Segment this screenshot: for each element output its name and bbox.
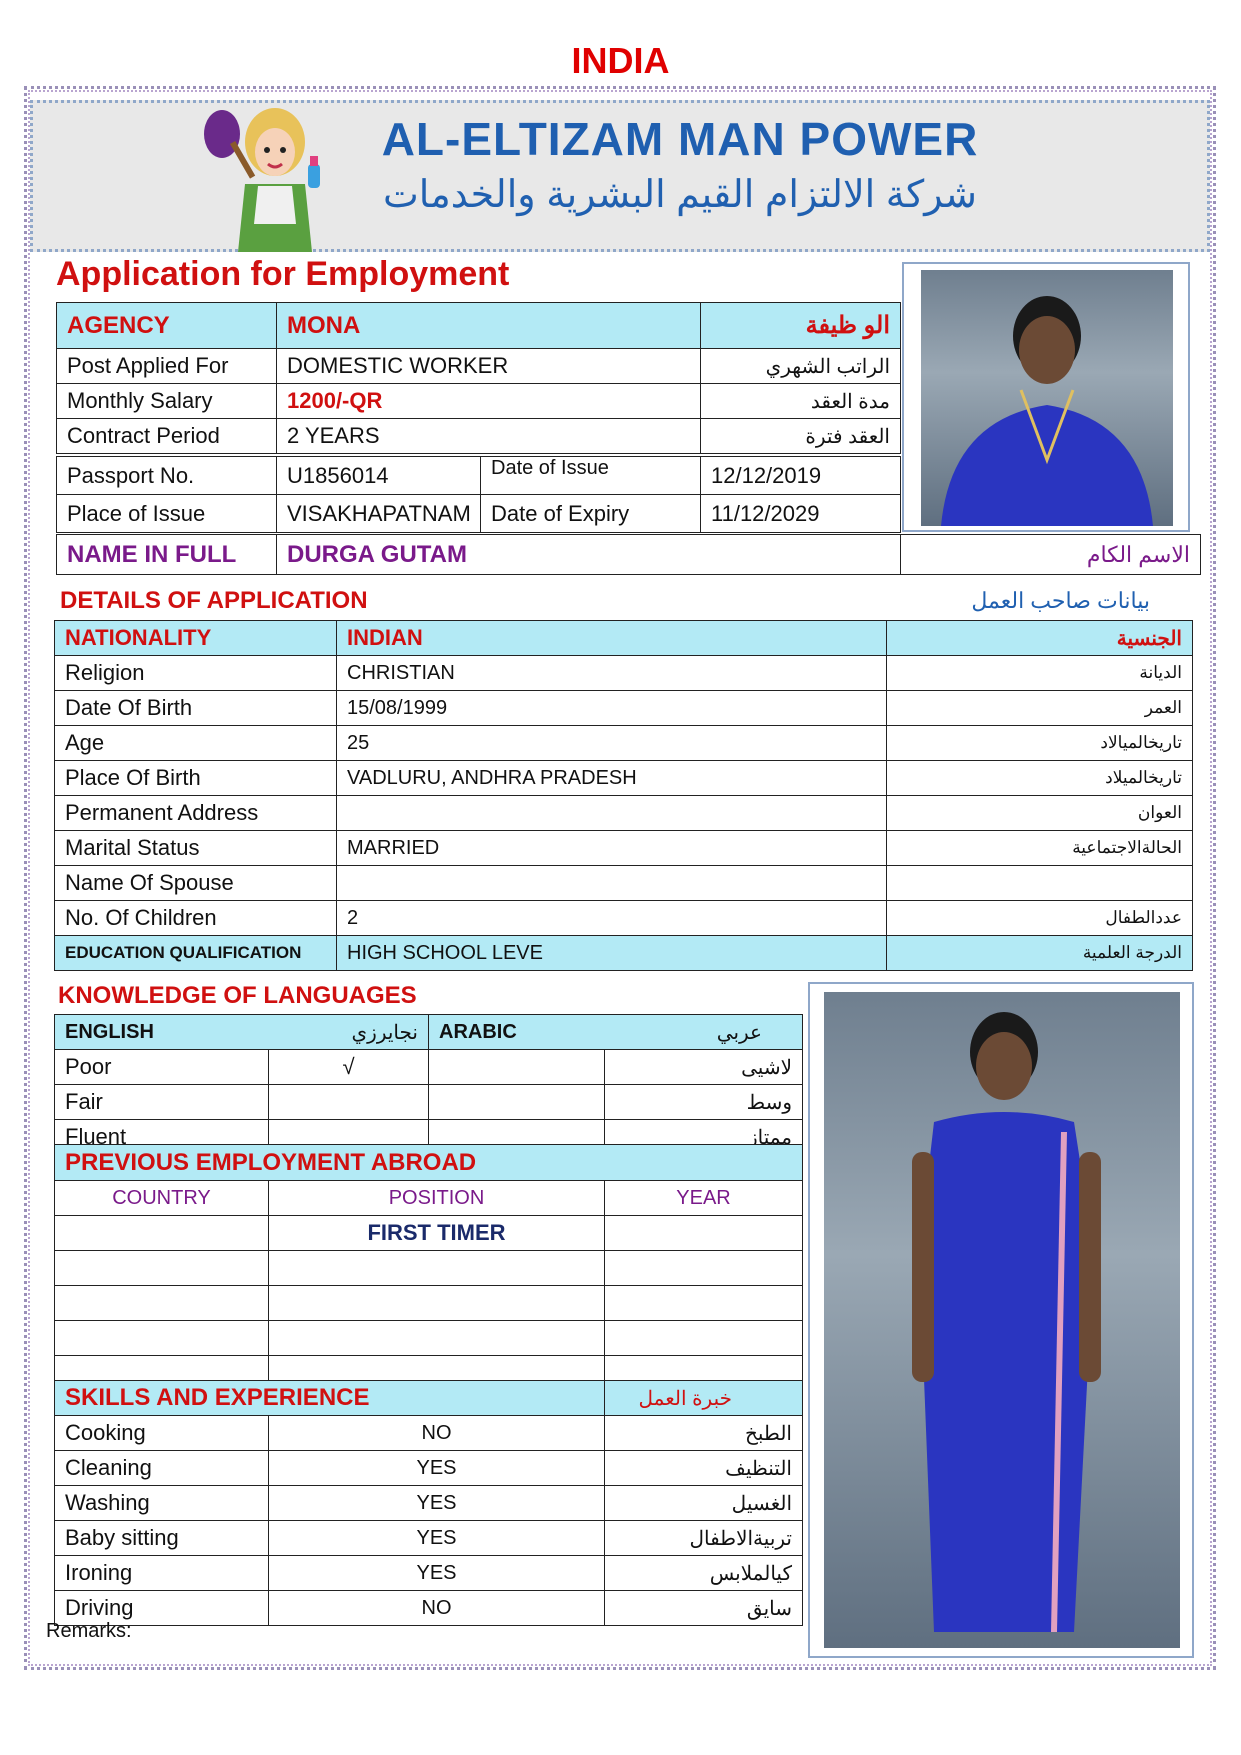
address-label-ar: العوان	[887, 796, 1193, 831]
marital-label: Marital Status	[55, 831, 337, 866]
lang-fluent-label: Fluent	[55, 1120, 269, 1155]
pob-value: VADLURU, ANDHRA PRADESH	[337, 761, 887, 796]
skill-ironing-value: YES	[269, 1556, 605, 1591]
expiry-date-label: Date of Expiry	[481, 495, 701, 533]
languages-table	[54, 1014, 803, 1155]
name-table	[56, 534, 1201, 575]
prev-empty-cell	[55, 1251, 269, 1286]
prev-empty-cell	[269, 1286, 605, 1321]
skill-ironing-ar: كيالملابس	[605, 1556, 803, 1591]
nationality-label: NATIONALITY	[55, 621, 337, 656]
dob-label-ar: العمر	[887, 691, 1193, 726]
lang-fair-label: Fair	[55, 1085, 269, 1120]
skill-driving-label: Driving	[55, 1591, 269, 1626]
english-header: ENGLISH	[55, 1015, 269, 1050]
children-label-ar: عددالطفال	[887, 901, 1193, 936]
col-year: YEAR	[605, 1181, 803, 1216]
prev-row-year	[605, 1216, 803, 1251]
prev-empty-cell	[55, 1321, 269, 1356]
prev-empty-cell	[55, 1286, 269, 1321]
nationality-label-ar: الجنسية	[887, 621, 1193, 656]
skill-cooking-ar: الطبخ	[605, 1416, 803, 1451]
prev-empty-cell	[269, 1251, 605, 1286]
country-title: INDIA	[571, 40, 670, 81]
details-table	[54, 620, 1193, 971]
prev-empty-cell	[605, 1251, 803, 1286]
issue-date-label: Date of Issue	[481, 457, 701, 495]
skill-washing-label: Washing	[55, 1486, 269, 1521]
languages-title: KNOWLEDGE OF LANGUAGES	[58, 982, 417, 1009]
form-title: Application for Employment	[56, 255, 510, 293]
children-label: No. Of Children	[55, 901, 337, 936]
details-title-ar: بيانات صاحب العمل	[971, 588, 1150, 613]
dob-label: Date Of Birth	[55, 691, 337, 726]
passport-table	[56, 456, 901, 533]
details-title: DETAILS OF APPLICATION	[60, 587, 368, 614]
lang-fair-arabic	[429, 1085, 605, 1120]
company-name-en: AL-ELTIZAM MAN POWER	[381, 113, 979, 165]
previous-title: PREVIOUS EMPLOYMENT ABROAD	[55, 1145, 803, 1181]
place-issue-label: Place of Issue	[57, 495, 277, 533]
post-value: DOMESTIC WORKER	[277, 349, 701, 384]
skill-babysitting-ar: تربيةالاطفال	[605, 1521, 803, 1556]
religion-value: CHRISTIAN	[337, 656, 887, 691]
prev-row-country	[55, 1216, 269, 1251]
lang-poor-arabic	[429, 1050, 605, 1085]
religion-label: Religion	[55, 656, 337, 691]
lang-poor-ar: لاشيى	[605, 1050, 803, 1085]
age-value: 25	[337, 726, 887, 761]
col-position: POSITION	[269, 1181, 605, 1216]
name-value: DURGA GUTAM	[277, 535, 901, 575]
lang-poor-label: Poor	[55, 1050, 269, 1085]
salary-value: 1200/-QR	[277, 384, 701, 419]
skill-babysitting-label: Baby sitting	[55, 1521, 269, 1556]
skill-cooking-value: NO	[269, 1416, 605, 1451]
lang-poor-english: √	[269, 1050, 429, 1085]
passport-value: U1856014	[277, 457, 481, 495]
skill-washing-value: YES	[269, 1486, 605, 1521]
contract-label: Contract Period	[57, 419, 277, 454]
lang-fair-ar: وسط	[605, 1085, 803, 1120]
company-name-ar: شركة الالتزام القيم البشرية والخدمات	[382, 174, 978, 216]
post-label: Post Applied For	[57, 349, 277, 384]
agency-label-ar: الو ظيفة	[701, 303, 901, 349]
salary-label-ar: مدة العقد	[701, 384, 901, 419]
contract-label-ar: العقد فترة	[701, 419, 901, 454]
portrait-photo	[921, 270, 1173, 526]
address-value	[337, 796, 887, 831]
skill-ironing-label: Ironing	[55, 1556, 269, 1591]
arabic-header-ar: عربي	[605, 1015, 803, 1050]
lang-fair-english	[269, 1085, 429, 1120]
prev-empty-cell	[605, 1286, 803, 1321]
pob-label: Place Of Birth	[55, 761, 337, 796]
age-label-ar: تاريخالميالاد	[887, 726, 1193, 761]
name-label: NAME IN FULL	[57, 535, 277, 575]
maid-logo-icon	[200, 104, 340, 252]
top-info-table	[56, 302, 901, 454]
contract-value: 2 YEARS	[277, 419, 701, 454]
education-label: EDUCATION QUALIFICATION	[55, 936, 337, 971]
address-label: Permanent Address	[55, 796, 337, 831]
salary-label: Monthly Salary	[57, 384, 277, 419]
skills-title-ar: خبرة العمل	[605, 1381, 803, 1416]
skill-cooking-label: Cooking	[55, 1416, 269, 1451]
post-label-ar: الراتب الشهري	[701, 349, 901, 384]
agency-value: MONA	[277, 303, 701, 349]
pob-label-ar: تاريخالميلاد	[887, 761, 1193, 796]
agency-label: AGENCY	[57, 303, 277, 349]
skills-title: SKILLS AND EXPERIENCE	[55, 1381, 605, 1416]
spouse-label-ar	[887, 866, 1193, 901]
skill-washing-ar: الغسيل	[605, 1486, 803, 1521]
passport-label: Passport No.	[57, 457, 277, 495]
first-timer: FIRST TIMER	[269, 1216, 605, 1251]
full-photo-frame	[808, 982, 1194, 1658]
prev-empty-cell	[269, 1321, 605, 1356]
skill-cleaning-ar: التنظيف	[605, 1451, 803, 1486]
full-body-photo	[824, 992, 1180, 1648]
skill-babysitting-value: YES	[269, 1521, 605, 1556]
skill-cleaning-label: Cleaning	[55, 1451, 269, 1486]
spouse-value	[337, 866, 887, 901]
prev-empty-cell	[605, 1321, 803, 1356]
portrait-photo-frame	[902, 262, 1190, 532]
marital-value: MARRIED	[337, 831, 887, 866]
children-value: 2	[337, 901, 887, 936]
religion-label-ar: الديانة	[887, 656, 1193, 691]
skill-driving-ar: سايق	[605, 1591, 803, 1626]
place-issue-value: VISAKHAPATNAM	[277, 495, 481, 533]
col-country: COUNTRY	[55, 1181, 269, 1216]
lang-fluent-ar: ممتاز	[605, 1120, 803, 1155]
education-label-ar: الدرجة العلمية	[887, 936, 1193, 971]
expiry-date-value: 11/12/2029	[701, 495, 901, 533]
remarks-label: Remarks:	[46, 1620, 132, 1642]
spouse-label: Name Of Spouse	[55, 866, 337, 901]
education-value: HIGH SCHOOL LEVE	[337, 936, 887, 971]
marital-label-ar: الحالةالاجتماعية	[887, 831, 1193, 866]
previous-employment-table	[54, 1144, 803, 1391]
nationality-value: INDIAN	[337, 621, 887, 656]
arabic-header: ARABIC	[429, 1015, 605, 1050]
age-label: Age	[55, 726, 337, 761]
skills-table	[54, 1380, 803, 1626]
dob-value: 15/08/1999	[337, 691, 887, 726]
name-label-ar: الاسم الكام	[901, 535, 1201, 575]
issue-date-value: 12/12/2019	[701, 457, 901, 495]
skill-driving-value: NO	[269, 1591, 605, 1626]
english-header-ar: نجايرزي	[269, 1015, 429, 1050]
skill-cleaning-value: YES	[269, 1451, 605, 1486]
